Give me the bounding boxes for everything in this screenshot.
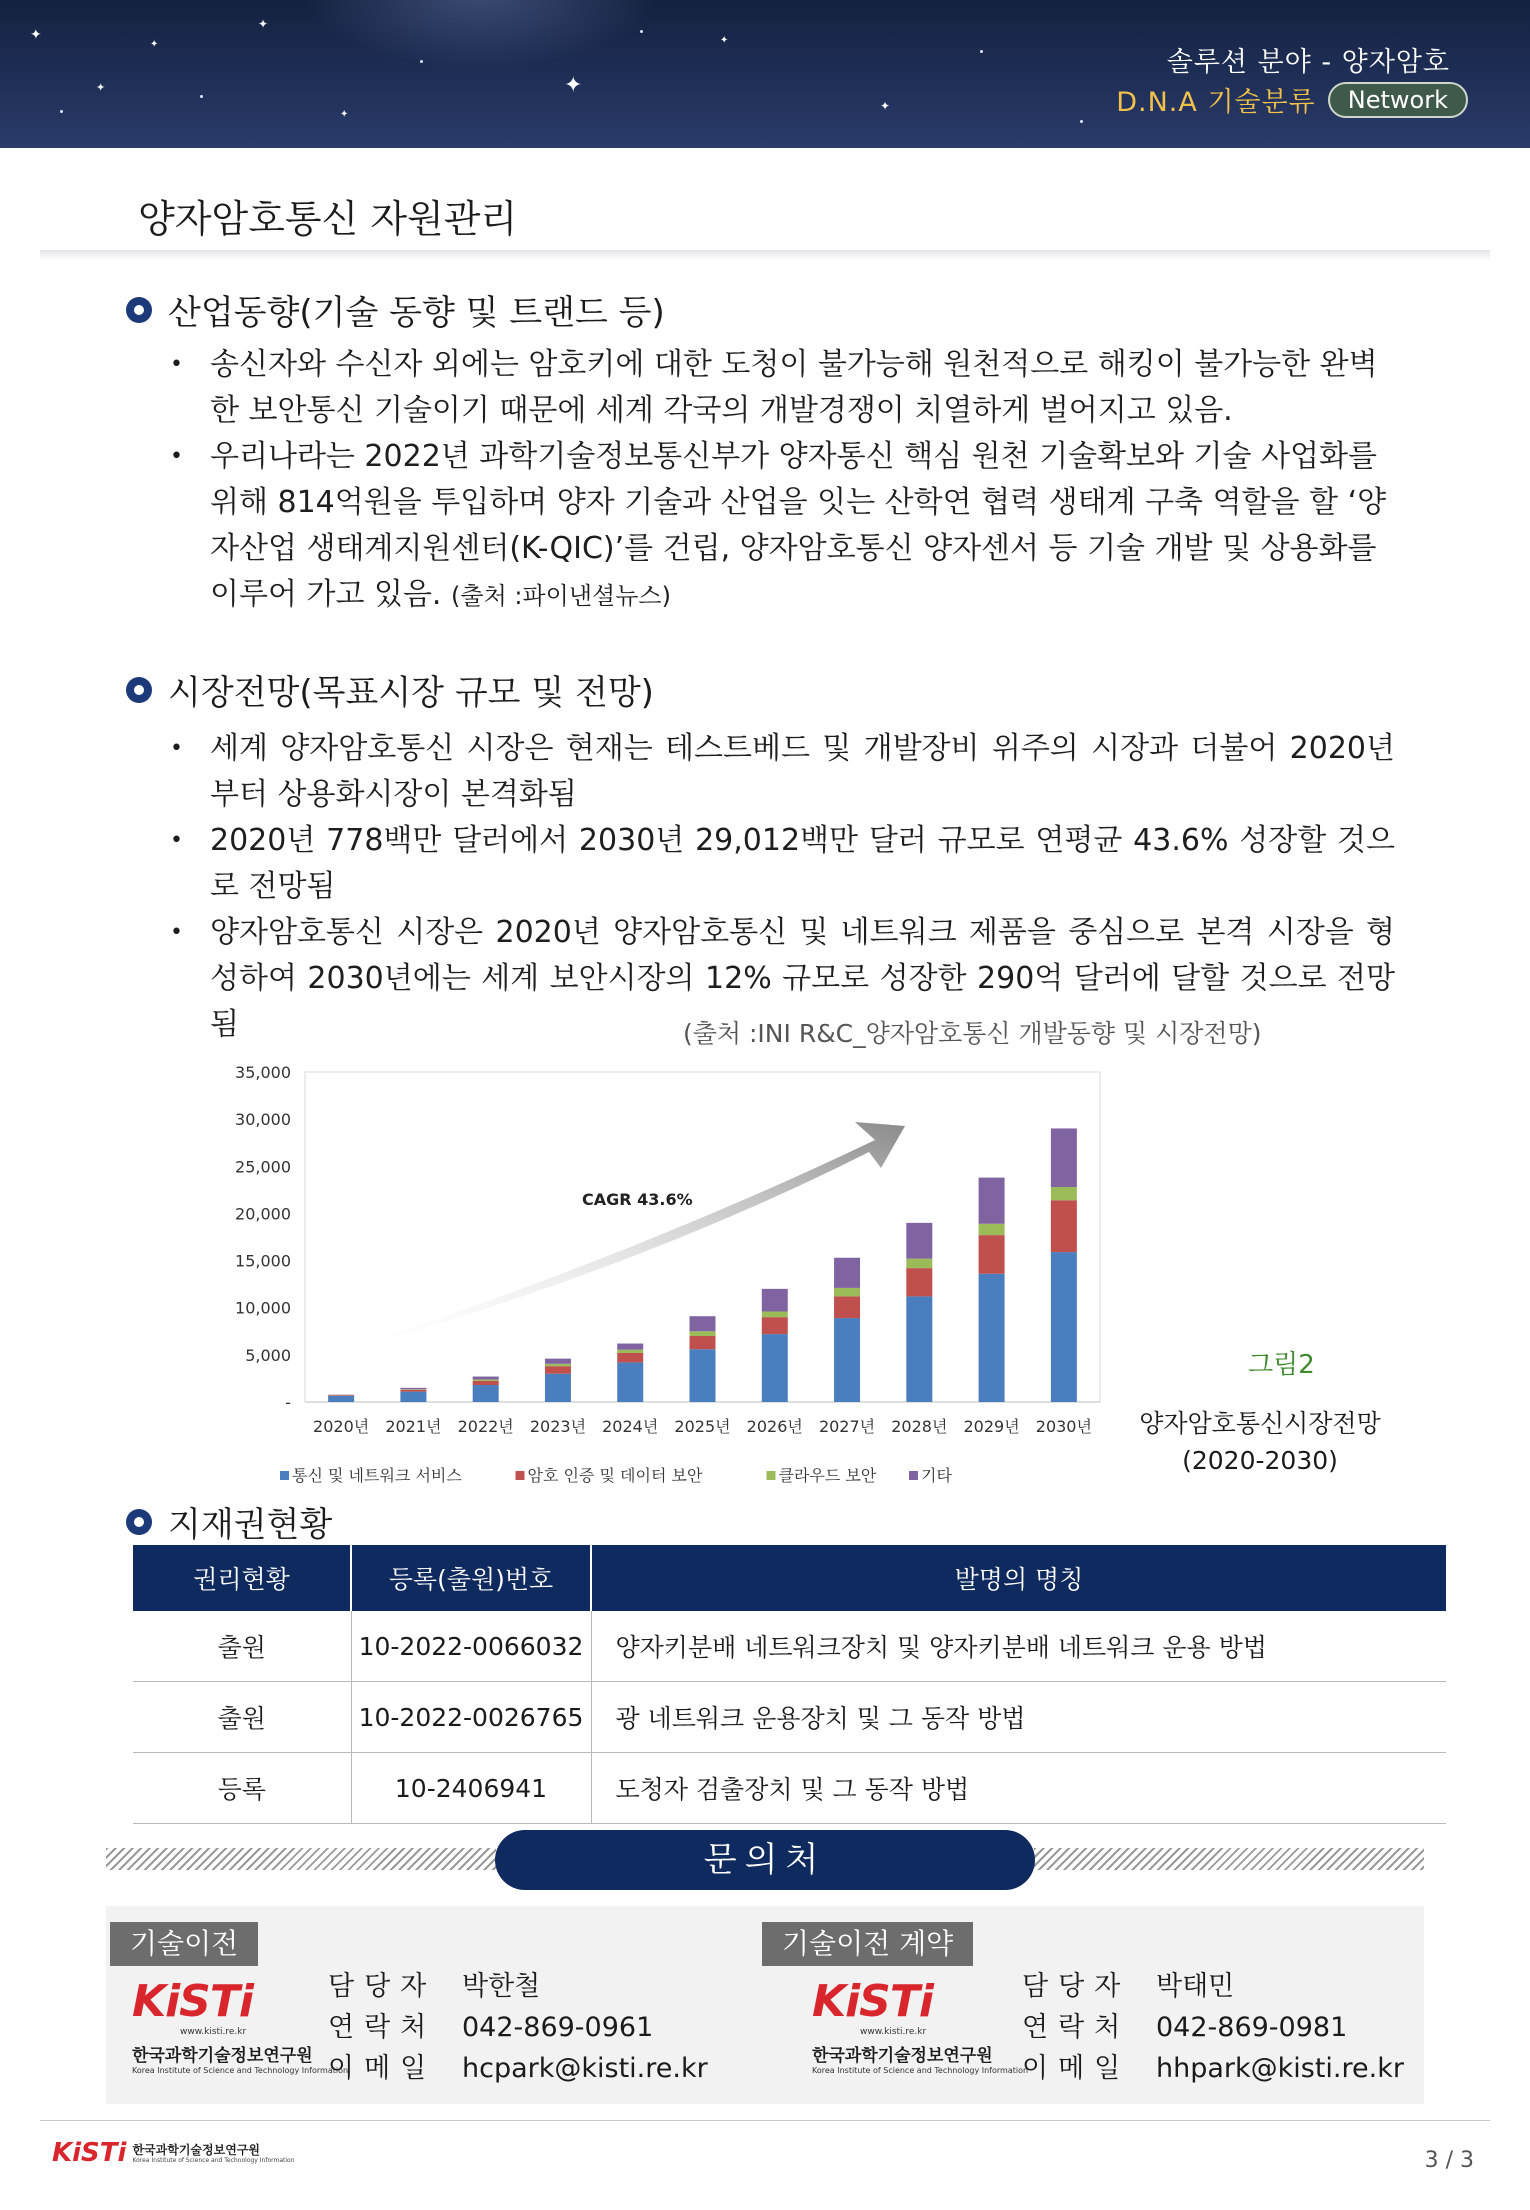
- x-tick-label: 2020년: [313, 1417, 370, 1436]
- star-dot: [640, 30, 643, 33]
- bar-segment: [473, 1381, 499, 1385]
- contact-row: [328, 1966, 708, 2007]
- bar-segment: [1051, 1128, 1077, 1187]
- bar-segment: [690, 1316, 716, 1331]
- bar-segment: [906, 1268, 932, 1296]
- x-tick-label: 2024년: [602, 1417, 659, 1436]
- section-heading-industry: [126, 285, 665, 334]
- star-icon: ✦: [564, 73, 583, 98]
- bar-segment: [979, 1178, 1005, 1224]
- contact-label: 담당자: [328, 1971, 437, 2002]
- legend-label: 암호 인증 및 데이터 보안: [527, 1466, 703, 1485]
- bullet-circle-icon: [126, 1509, 152, 1535]
- kisti-logo: [132, 1976, 348, 2075]
- bar-segment: [473, 1377, 499, 1380]
- y-tick-label: 35,000: [235, 1063, 291, 1082]
- table-cell: 출원: [133, 1611, 351, 1682]
- bar-segment: [762, 1334, 788, 1402]
- bar-segment: [617, 1350, 643, 1353]
- footer-logo-text: [132, 2143, 294, 2164]
- contact-row: [328, 2048, 708, 2089]
- list-item: [170, 434, 1395, 619]
- header-banner: [0, 0, 1530, 148]
- star-dot: [980, 50, 983, 53]
- industry-bullet-list: [170, 342, 1395, 619]
- footer-divider: [40, 2120, 1490, 2121]
- contact-email-link[interactable]: hhpark@kisti.re.kr: [1156, 2053, 1404, 2084]
- y-tick-label: 15,000: [235, 1251, 291, 1271]
- contact-value: 박태민: [1156, 1971, 1235, 2002]
- y-tick-label: 30,000: [235, 1110, 291, 1130]
- bar-segment: [906, 1296, 932, 1402]
- figure-title-line: (2020-2030): [1182, 1446, 1338, 1475]
- logo-en-name: Korea Institute of Science and Technology Information: [132, 2066, 349, 2075]
- bar-segment: [617, 1353, 643, 1362]
- bar-segment: [1051, 1187, 1077, 1200]
- table-cell: 10-2406941: [351, 1753, 591, 1824]
- logo-text: KiS: [52, 2138, 100, 2168]
- table-cell: 10-2022-0026765: [351, 1682, 591, 1753]
- table-cell: 도청자 검출장치 및 그 동작 방법: [591, 1753, 1446, 1824]
- source-note: (출처 :파이낸셜뉴스): [451, 582, 671, 610]
- x-tick-label: 2028년: [891, 1417, 948, 1436]
- bar-segment: [400, 1390, 426, 1392]
- contact-row: [1022, 2007, 1404, 2048]
- bar-segment: [906, 1223, 932, 1259]
- page-number: 3 / 3: [1424, 2148, 1474, 2173]
- bar-segment: [617, 1362, 643, 1402]
- table-cell: 양자키분배 네트워크장치 및 양자키분배 네트워크 운용 방법: [591, 1611, 1446, 1682]
- contact-box: [106, 1906, 1424, 2104]
- logo-url: www.kisti.re.kr: [860, 2027, 927, 2037]
- star-dot: [200, 95, 203, 98]
- bar-segment: [762, 1311, 788, 1317]
- hatch-divider: [106, 1848, 496, 1870]
- contact-value: 박한철: [462, 1971, 541, 2002]
- bar-segment: [328, 1395, 354, 1396]
- star-icon: ✦: [30, 27, 42, 43]
- dna-label: D.N.A 기술분류: [1116, 87, 1316, 118]
- column-header: 등록(출원)번호: [351, 1545, 591, 1611]
- table-header-row: [133, 1545, 1446, 1611]
- dna-badge: Network: [1328, 82, 1468, 118]
- star-dot: [60, 110, 63, 113]
- contact-label: 담당자: [1022, 1971, 1131, 2002]
- list-item: • 양자암호통신 시장은 2020년 양자암호통신 및 네트워크 제품을 중심으로 본격 시장을 형성하여 2030년에는 세계 보안시장의 12% 규모로 성장한 290억 달러에 달할 것으로 전망됨: [170, 910, 1395, 1048]
- bar-segment: [906, 1259, 932, 1268]
- logo-url: www.kisti.re.kr: [180, 2027, 247, 2037]
- contact-heading: 문의처: [495, 1830, 1035, 1890]
- legend-label: 통신 및 네트워크 서비스: [292, 1466, 462, 1485]
- bar-segment: [762, 1289, 788, 1312]
- logo-kr-name: 한국과학기술정보연구원: [132, 2142, 260, 2157]
- contact-label: 연락처: [1022, 2012, 1131, 2043]
- star-dot: [1080, 120, 1083, 123]
- logo-kr-name: 한국과학기술정보연구원: [812, 2046, 993, 2066]
- table-row: [133, 1611, 1446, 1682]
- section-heading-ip: [126, 1497, 332, 1546]
- y-tick-label: 20,000: [235, 1204, 291, 1224]
- x-tick-label: 2021년: [385, 1417, 442, 1436]
- bar-segment: [1051, 1252, 1077, 1402]
- legend-swatch: [280, 1471, 289, 1480]
- logo-kr-name: 한국과학기술정보연구원: [132, 2046, 313, 2066]
- market-chart-svg: [205, 1060, 1110, 1495]
- market-chart: [205, 1060, 1110, 1495]
- figure-title: [1130, 1405, 1390, 1479]
- logo-text: KiS: [812, 1976, 890, 2027]
- bar-segment: [690, 1336, 716, 1349]
- y-tick-label: 10,000: [235, 1298, 291, 1318]
- x-tick-label: 2027년: [818, 1417, 876, 1436]
- x-tick-label: 2023년: [529, 1417, 587, 1436]
- logo-text: Ti: [889, 1976, 933, 2027]
- bar-segment: [690, 1331, 716, 1336]
- star-dot: [420, 60, 423, 63]
- title-divider: [40, 250, 1490, 261]
- bar-segment: [834, 1318, 860, 1402]
- bullet-circle-icon: [126, 297, 152, 323]
- bar-segment: [473, 1385, 499, 1402]
- contact-label: 이메일: [1022, 2053, 1131, 2084]
- list-item-text: 우리나라는 2022년 과학기술정보통신부가 양자통신 핵심 원천 기술확보와 기술 사업화를 위해 814억원을 투입하며 양자 기술과 산업을 잇는 산학연 협력 생태계 구축 역할을 할 ‘양자산업 생태계지원센터(K-QIC)’를 건립, 양자암호통신 양자센서 등 기술 개발 및 상용화를 이루어 가고 있음.: [210, 439, 1387, 612]
- y-tick-label: 25,000: [235, 1157, 291, 1177]
- star-icon: ✦: [258, 17, 269, 31]
- logo-text: KiS: [132, 1976, 210, 2027]
- star-icon: ✦: [880, 99, 891, 113]
- bar-segment: [690, 1349, 716, 1402]
- kisti-logo-mark: [132, 1976, 348, 2027]
- bar-segment: [545, 1366, 571, 1374]
- contact-row: [1022, 1966, 1404, 2007]
- bar-segment: [545, 1364, 571, 1366]
- contact-info-right: [1022, 1966, 1404, 2089]
- contact-tag: 기술이전: [110, 1922, 258, 1966]
- figure-title-line: 양자암호통신시장전망: [1139, 1409, 1381, 1438]
- table-cell: 광 네트워크 운용장치 및 그 동작 방법: [591, 1682, 1446, 1753]
- section-heading-text: 시장전망(목표시장 규모 및 전망): [168, 673, 654, 713]
- banner-category: 솔루션 분야 - 양자암호: [1166, 47, 1450, 78]
- figure-caption: 그림2: [1248, 1350, 1315, 1380]
- bar-segment: [328, 1396, 354, 1402]
- x-tick-label: 2026년: [746, 1417, 803, 1436]
- legend-swatch: [767, 1471, 776, 1480]
- x-tick-label: 2022년: [457, 1417, 514, 1436]
- legend-label: 클라우드 보안: [778, 1466, 877, 1485]
- x-tick-label: 2025년: [674, 1417, 731, 1436]
- chart-annotation: CAGR 43.6%: [582, 1190, 693, 1209]
- contact-tag: 기술이전 계약: [762, 1922, 973, 1966]
- legend-label: 기타: [921, 1466, 952, 1485]
- contact-phone[interactable]: 042-869-0961: [462, 2012, 654, 2043]
- section-heading-market: [126, 665, 654, 714]
- section-heading-text: 지재권현황: [168, 1505, 333, 1545]
- bar-segment: [1051, 1200, 1077, 1252]
- table-cell: 10-2022-0066032: [351, 1611, 591, 1682]
- bar-segment: [400, 1388, 426, 1389]
- bar-segment: [400, 1389, 426, 1390]
- bar-segment: [762, 1317, 788, 1334]
- x-tick-label: 2030년: [1035, 1417, 1092, 1436]
- star-icon: ✦: [96, 81, 106, 94]
- y-tick-label: -: [285, 1393, 291, 1412]
- section-heading-text: 산업동향(기술 동향 및 트랜드 등): [168, 293, 665, 333]
- star-icon: ✦: [150, 39, 159, 50]
- contact-email-link[interactable]: hcpark@kisti.re.kr: [462, 2053, 708, 2084]
- contact-label: 이메일: [328, 2053, 437, 2084]
- column-header: 발명의 명칭: [591, 1545, 1446, 1611]
- list-item: • 송신자와 수신자 외에는 암호키에 대한 도청이 불가능해 원천적으로 해킹이 불가능한 완벽한 보안통신 기술이기 때문에 세계 각국의 개발경쟁이 치열하게 벌어지고 있음.: [170, 342, 1395, 434]
- banner-glow: [300, 0, 660, 70]
- logo-text: Ti: [99, 2138, 127, 2168]
- table-row: [133, 1753, 1446, 1824]
- footer-logo: [52, 2138, 295, 2168]
- page-title: 양자암호통신 자원관리: [138, 197, 518, 241]
- bar-segment: [617, 1344, 643, 1350]
- kisti-logo-mark: [52, 2138, 126, 2168]
- bar-segment: [834, 1296, 860, 1318]
- table-cell: 등록: [133, 1753, 351, 1824]
- kisti-logo-mark: [812, 1976, 1028, 2027]
- list-item: • 2020년 778백만 달러에서 2030년 29,012백만 달러 규모로 연평균 43.6% 성장할 것으로 전망됨: [170, 818, 1395, 910]
- logo-en-name: Korea Institute of Science and Technology Information: [132, 2156, 295, 2164]
- contact-label: 연락처: [328, 2012, 437, 2043]
- contact-info-left: [328, 1966, 708, 2089]
- table-row: [133, 1682, 1446, 1753]
- legend-swatch: [909, 1471, 918, 1480]
- list-item: • 세계 양자암호통신 시장은 현재는 테스트베드 및 개발장비 위주의 시장과 더불어 2020년부터 상용화시장이 본격화됨: [170, 726, 1395, 818]
- bar-segment: [400, 1392, 426, 1402]
- legend-swatch: [516, 1471, 525, 1480]
- bar-segment: [979, 1274, 1005, 1402]
- star-icon: ✦: [720, 35, 729, 46]
- kisti-logo: [812, 1976, 1028, 2075]
- bullet-circle-icon: [126, 677, 152, 703]
- contact-row: [1022, 2048, 1404, 2089]
- contact-phone[interactable]: 042-869-0981: [1156, 2012, 1348, 2043]
- column-header: 권리현황: [133, 1545, 351, 1611]
- table-cell: 출원: [133, 1682, 351, 1753]
- bar-segment: [834, 1288, 860, 1296]
- y-tick-label: 5,000: [245, 1345, 291, 1365]
- market-bullet-list: [170, 726, 1395, 1048]
- star-icon: ✦: [340, 109, 349, 120]
- hatch-divider: [1034, 1848, 1424, 1870]
- bar-segment: [545, 1359, 571, 1364]
- banner-dna: [1116, 80, 1468, 119]
- bar-segment: [473, 1379, 499, 1380]
- bar-segment: [979, 1224, 1005, 1235]
- bar-segment: [834, 1258, 860, 1288]
- x-tick-label: 2029년: [963, 1417, 1020, 1436]
- logo-en-name: Korea Institute of Science and Technology Information: [812, 2066, 1029, 2075]
- bar-segment: [979, 1235, 1005, 1274]
- logo-text: Ti: [209, 1976, 253, 2027]
- contact-row: [328, 2007, 708, 2048]
- ip-table: [133, 1545, 1446, 1824]
- market-source-note: (출처 :INI R&C_양자암호통신 개발동향 및 시장전망): [683, 1019, 1262, 1048]
- bar-segment: [545, 1374, 571, 1402]
